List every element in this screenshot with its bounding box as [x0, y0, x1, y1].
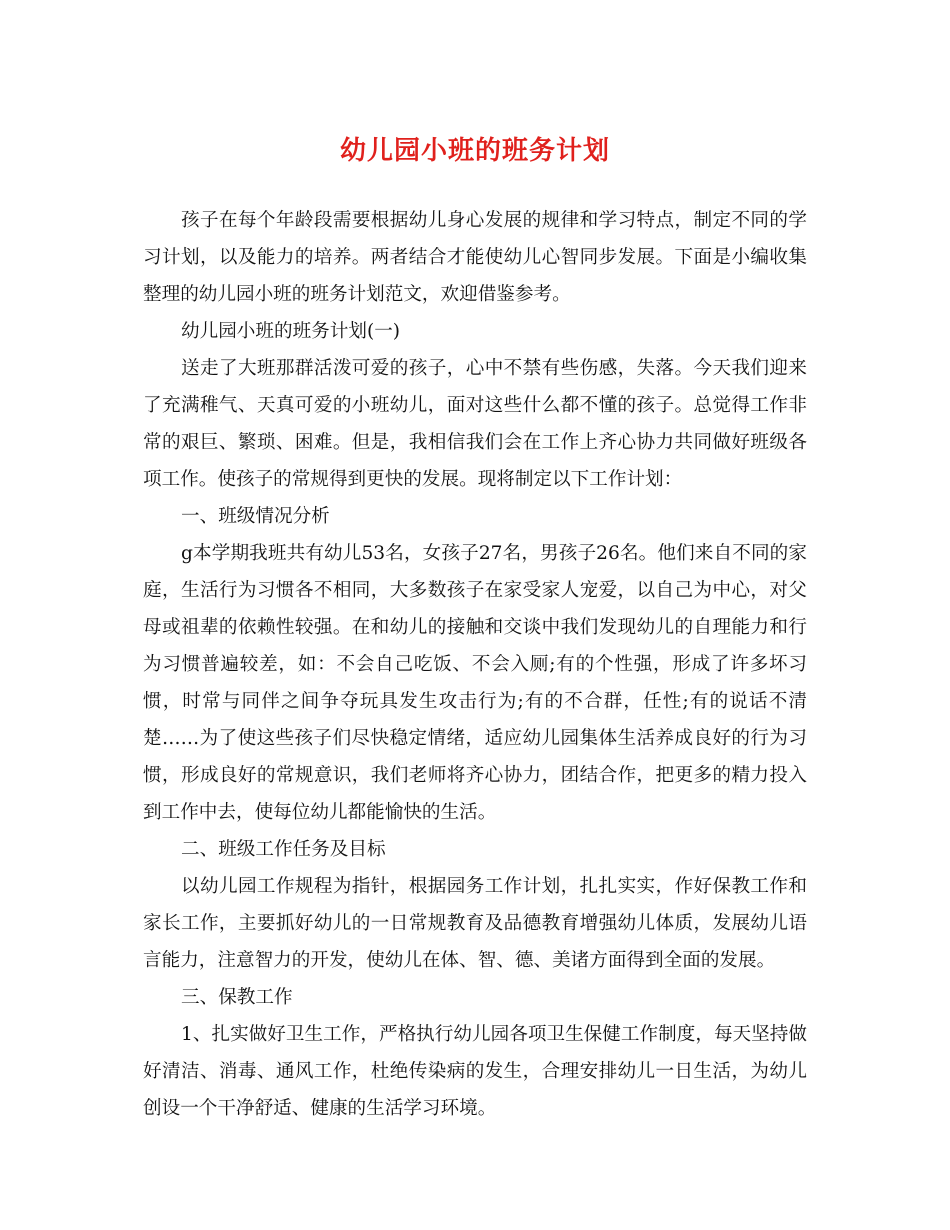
- paragraph-class-analysis: g本学期我班共有幼儿53名，女孩子27名，男孩子26名。他们来自不同的家庭，生活行为习惯各不相同，大多数孩子在家受家人宠爱，以自己为中心，对父母或祖辈的依赖性较强。在和幼儿的接触和交谈中我们发现幼儿的自理能力和行为习惯普遍较差，如：不会自己吃饭、不会入厕;有的个性强，形成了许多坏习惯，时常与同伴之间争夺玩具发生攻击行为;有的不合群，任性;有的说话不清楚……为了使这些孩子们尽快稳定情绪，适应幼儿园集体生活养成良好的行为习惯，形成良好的常规意识，我们老师将齐心协力，团结合作，把更多的精力投入到工作中去，使每位幼儿都能愉快的生活。: [143, 543, 807, 823]
- section-heading-class-analysis: 一、班级情况分析: [181, 506, 330, 527]
- paragraph-hygiene-work: 1、扎实做好卫生工作，严格执行幼儿园各项卫生保健工作制度，每天坚持做好清洁、消毒、通风工作，杜绝传染病的发生，合理安排幼儿一日生活，为幼儿创设一个干净舒适、健康的生活学习环境。: [143, 1024, 807, 1119]
- paragraph-intro: 孩子在每个年龄段需要根据幼儿身心发展的规律和学习特点，制定不同的学习计划，以及能力的培养。两者结合才能使幼儿心智同步发展。下面是小编收集整理的幼儿园小班的班务计划范文，欢迎借鉴参考。: [143, 210, 807, 305]
- document-title: 幼儿园小班的班务计划: [339, 136, 610, 166]
- section-heading-care-education: 三、保教工作: [181, 987, 293, 1008]
- section-heading-tasks-goals: 二、班级工作任务及目标: [181, 839, 386, 860]
- paragraph-tasks-goals: 以幼儿园工作规程为指针，根据园务工作计划，扎扎实实，作好保教工作和家长工作，主要抓好幼儿的一日常规教育及品德教育增强幼儿体质，发展幼儿语言能力，注意智力的开发，使幼儿在体、智、德、美诸方面得到全面的发展。: [143, 876, 807, 971]
- section-heading-plan-one: 幼儿园小班的班务计划(一): [181, 321, 401, 342]
- document-body: [143, 202, 807, 1127]
- paragraph-opening: 送走了大班那群活泼可爱的孩子，心中不禁有些伤感，失落。今天我们迎来了充满稚气、天真可爱的小班幼儿，面对这些什么都不懂的孩子。总觉得工作非常的艰巨、繁琐、困难。但是，我相信我们会在工作上齐心协力共同做好班级各项工作。使孩子的常规得到更快的发展。现将制定以下工作计划：: [143, 358, 807, 490]
